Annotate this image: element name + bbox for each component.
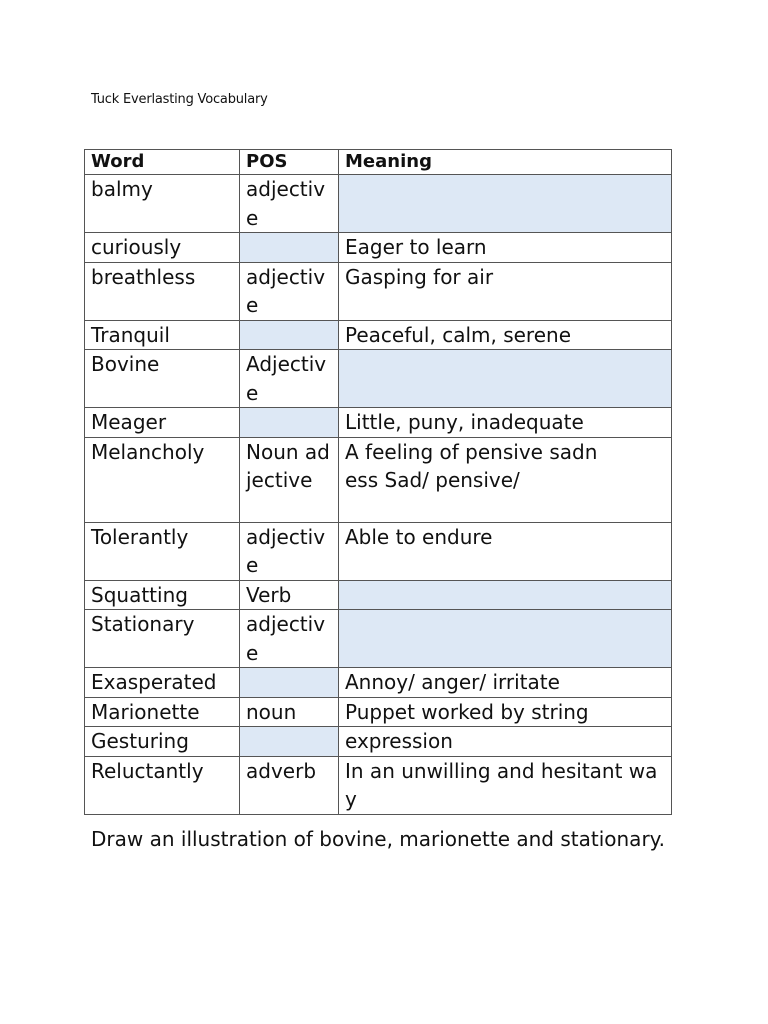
meaning-cell: Eager to learn [339, 233, 672, 263]
word-cell: Melancholy [85, 437, 240, 522]
meaning-cell: In an unwilling and hesitant way [339, 756, 672, 814]
pos-cell [240, 668, 339, 698]
pos-cell: Adjective [240, 350, 339, 408]
table-row [85, 350, 672, 408]
table-header-row [85, 150, 672, 175]
pos-cell: adjective [240, 522, 339, 580]
word-cell: Gesturing [85, 727, 240, 757]
header-word: Word [85, 150, 240, 175]
word-cell: curiously [85, 233, 240, 263]
pos-cell [240, 233, 339, 263]
pos-cell [240, 408, 339, 438]
pos-cell: adjective [240, 175, 339, 233]
pos-cell [240, 320, 339, 350]
pos-cell: Noun adjective [240, 437, 339, 522]
word-cell: Tranquil [85, 320, 240, 350]
word-cell: Reluctantly [85, 756, 240, 814]
word-cell: Squatting [85, 580, 240, 610]
pos-cell: noun [240, 697, 339, 727]
meaning-cell [339, 580, 672, 610]
table-row [85, 756, 672, 814]
table-row [85, 668, 672, 698]
table-row [85, 727, 672, 757]
vocabulary-table [84, 149, 672, 815]
document-title: Tuck Everlasting Vocabulary [91, 92, 268, 107]
table-row [85, 522, 672, 580]
meaning-cell [339, 175, 672, 233]
pos-cell: adjective [240, 262, 339, 320]
word-cell: Exasperated [85, 668, 240, 698]
pos-cell: adjective [240, 610, 339, 668]
word-cell: breathless [85, 262, 240, 320]
header-pos: POS [240, 150, 339, 175]
table-row [85, 437, 672, 522]
table-row [85, 408, 672, 438]
meaning-cell: Annoy/ anger/ irritate [339, 668, 672, 698]
pos-cell: adverb [240, 756, 339, 814]
table-row [85, 233, 672, 263]
meaning-cell: A feeling of pensive sadness Sad/ pensive/ [339, 437, 672, 522]
word-cell: Stationary [85, 610, 240, 668]
word-cell: Tolerantly [85, 522, 240, 580]
table-row [85, 175, 672, 233]
table-row [85, 610, 672, 668]
table-row [85, 262, 672, 320]
pos-cell: Verb [240, 580, 339, 610]
illustration-instructions: Draw an illustration of bovine, marionette and stationary. [91, 827, 666, 851]
table-row [85, 320, 672, 350]
word-cell: Marionette [85, 697, 240, 727]
meaning-cell: Gasping for air [339, 262, 672, 320]
meaning-cell: expression [339, 727, 672, 757]
pos-cell [240, 727, 339, 757]
meaning-cell: Able to endure [339, 522, 672, 580]
word-cell: balmy [85, 175, 240, 233]
meaning-cell: Peaceful, calm, serene [339, 320, 672, 350]
meaning-cell: Little, puny, inadequate [339, 408, 672, 438]
meaning-cell: Puppet worked by string [339, 697, 672, 727]
meaning-cell [339, 610, 672, 668]
word-cell: Meager [85, 408, 240, 438]
word-cell: Bovine [85, 350, 240, 408]
header-meaning: Meaning [339, 150, 672, 175]
meaning-cell [339, 350, 672, 408]
table-row [85, 697, 672, 727]
table-row [85, 580, 672, 610]
